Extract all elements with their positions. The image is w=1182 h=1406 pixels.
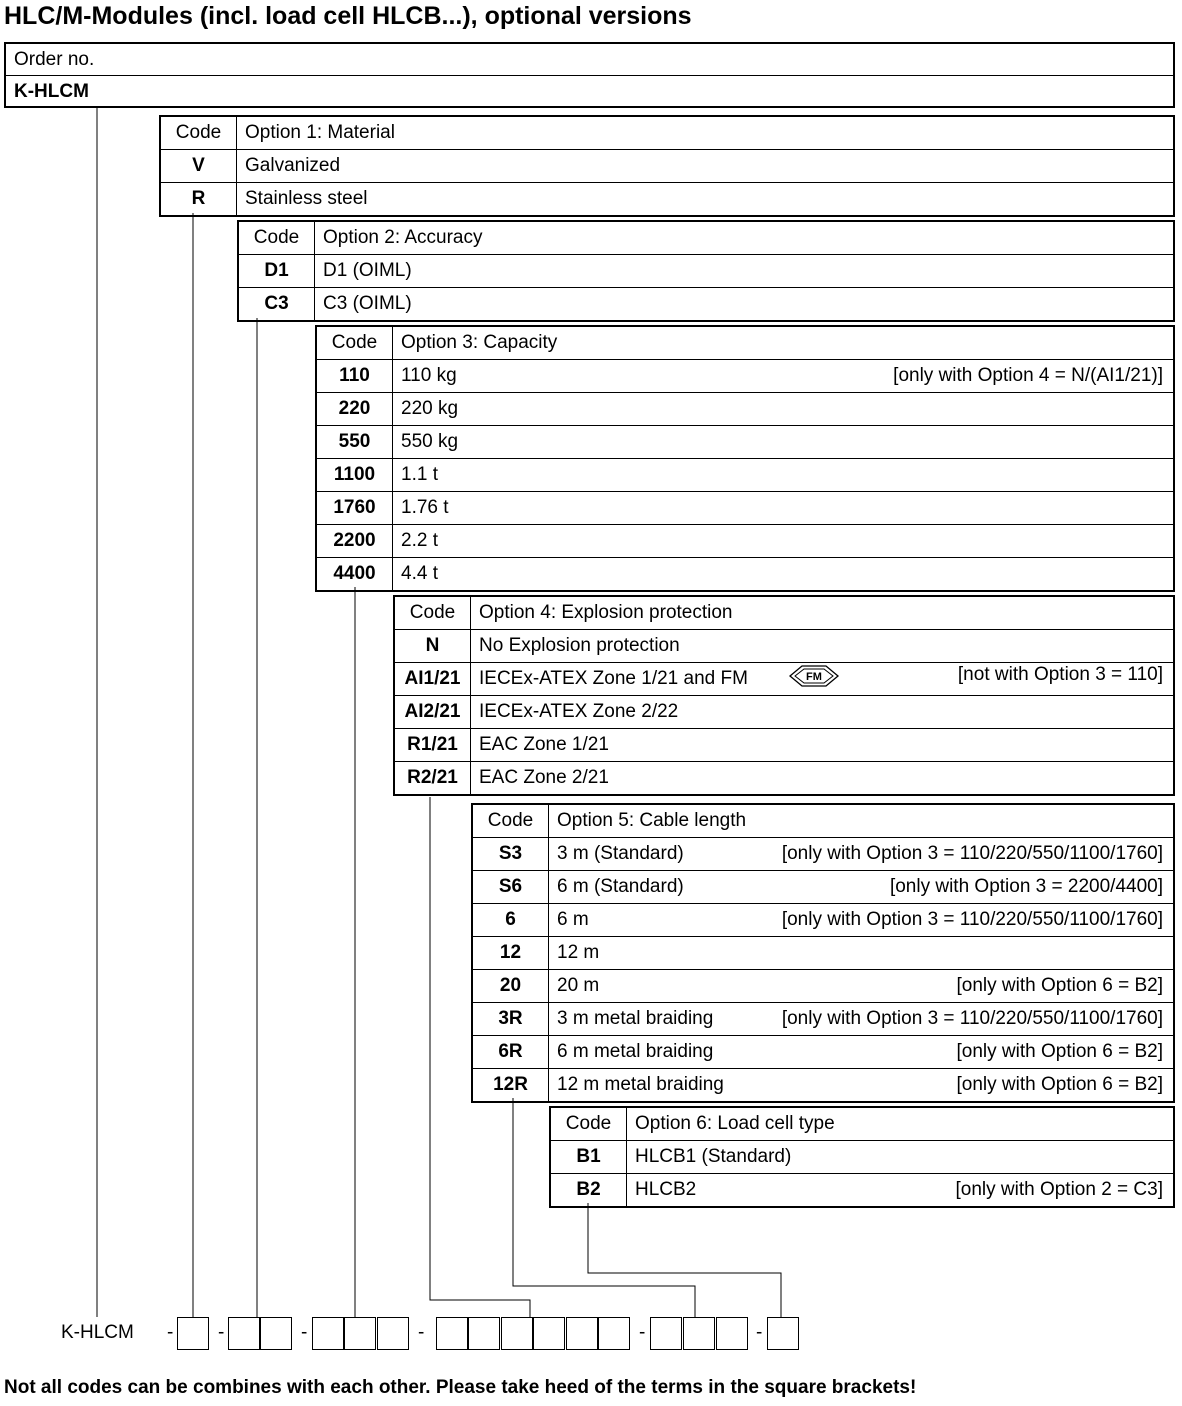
code-header: Code (394, 596, 471, 630)
option-code: AI1/21 (394, 663, 471, 696)
option-description: No Explosion protection (479, 635, 680, 656)
option-code: R2/21 (394, 762, 471, 796)
option-description: HLCB2 (635, 1179, 697, 1200)
option-description: 220 kg (401, 398, 459, 419)
option-code: 20 (472, 970, 549, 1003)
option-title: Option 1: Material (237, 116, 1175, 150)
option-description: HLCB1 (Standard) (635, 1146, 792, 1167)
option-description: C3 (OIML) (323, 293, 412, 314)
option-code: 1100 (316, 459, 393, 492)
code-separator: - (167, 1322, 174, 1343)
code-box-option-2[interactable] (260, 1317, 292, 1350)
option-description: 6 m metal braiding (557, 1041, 714, 1062)
code-box-option-1[interactable] (177, 1317, 209, 1350)
restriction-note: [only with Option 3 = 110/220/550/1100/1760] (781, 1008, 1163, 1029)
option-description: 1.1 t (401, 464, 438, 485)
option-description: 12 m metal braiding (557, 1074, 724, 1095)
option-description: 6 m (557, 909, 589, 930)
code-box-option-5[interactable] (650, 1317, 682, 1350)
restriction-note: [not with Option 3 = 110] (957, 664, 1163, 685)
option-code: 1760 (316, 492, 393, 525)
code-box-option-4[interactable] (598, 1317, 630, 1350)
option-description: 20 m (557, 975, 600, 996)
code-box-option-4[interactable] (468, 1317, 500, 1350)
code-box-option-2[interactable] (228, 1317, 260, 1350)
restriction-note: [only with Option 6 = B2] (956, 975, 1163, 996)
option-description: 3 m metal braiding (557, 1008, 714, 1029)
option-code: B2 (550, 1174, 627, 1208)
footnote: Not all codes can be combines with each other. Please take heed of the terms in the square brackets! (4, 1377, 917, 1398)
option-code: N (394, 630, 471, 663)
option-code: 4400 (316, 558, 393, 592)
option-code: R (160, 183, 237, 217)
option-code: 220 (316, 393, 393, 426)
page-title: HLC/M-Modules (incl. load cell HLCB...), optional versions (4, 2, 692, 30)
option-code: S6 (472, 871, 549, 904)
option-description: Galvanized (245, 155, 341, 176)
restriction-note: [only with Option 3 = 110/220/550/1100/1760] (781, 909, 1163, 930)
code-header: Code (550, 1107, 627, 1141)
code-header: Code (472, 804, 549, 838)
restriction-note: [only with Option 3 = 110/220/550/1100/1760] (781, 843, 1163, 864)
option-description: IECEx-ATEX Zone 2/22 (479, 701, 679, 722)
option-description: EAC Zone 2/21 (479, 767, 609, 788)
option-code: 12R (472, 1069, 549, 1103)
option-description: D1 (OIML) (323, 260, 412, 281)
option-code: 3R (472, 1003, 549, 1036)
option-description: 550 kg (401, 431, 459, 452)
code-box-option-6[interactable] (767, 1317, 799, 1350)
option-code: 550 (316, 426, 393, 459)
summary-prefix: K-HLCM (61, 1322, 134, 1343)
option-description: 110 kg (401, 365, 457, 386)
code-box-option-3[interactable] (377, 1317, 409, 1350)
code-separator: - (639, 1322, 646, 1343)
code-header: Code (316, 326, 393, 360)
code-box-option-3[interactable] (344, 1317, 376, 1350)
code-box-option-4[interactable] (501, 1317, 533, 1350)
option-code: 12 (472, 937, 549, 970)
option-code: D1 (238, 255, 315, 288)
restriction-note: [only with Option 3 = 2200/4400] (889, 876, 1163, 897)
option-code: 6R (472, 1036, 549, 1069)
code-separator: - (756, 1322, 763, 1343)
option-code: C3 (238, 288, 315, 322)
option-description: 4.4 t (401, 563, 438, 584)
option-code: R1/21 (394, 729, 471, 762)
option-description: 12 m (557, 942, 600, 963)
code-header: Code (238, 221, 315, 255)
option-title: Option 5: Cable length (549, 804, 1175, 838)
option-description: EAC Zone 1/21 (479, 734, 609, 755)
option-title: Option 2: Accuracy (315, 221, 1175, 255)
code-separator: - (301, 1322, 308, 1343)
order-number-value: K-HLCM (14, 81, 89, 102)
option-description: 3 m (Standard) (557, 843, 684, 864)
option-description: 1.76 t (401, 497, 449, 518)
code-box-option-5[interactable] (716, 1317, 748, 1350)
code-box-option-3[interactable] (312, 1317, 344, 1350)
option-description: 2.2 t (401, 530, 438, 551)
code-box-option-5[interactable] (683, 1317, 715, 1350)
option-code: V (160, 150, 237, 183)
option-description: 6 m (Standard) (557, 876, 684, 897)
option-code: S3 (472, 838, 549, 871)
option-title: Option 3: Capacity (393, 326, 1175, 360)
restriction-note: [only with Option 6 = B2] (956, 1074, 1163, 1095)
code-box-option-4[interactable] (566, 1317, 598, 1350)
option-description: Stainless steel (245, 188, 368, 209)
restriction-note: [only with Option 6 = B2] (956, 1041, 1163, 1062)
code-separator: - (418, 1322, 425, 1343)
option-title: Option 4: Explosion protection (471, 596, 1175, 630)
option-code: AI2/21 (394, 696, 471, 729)
option-title: Option 6: Load cell type (627, 1107, 1175, 1141)
restriction-note: [only with Option 4 = N/(AI1/21)] (893, 365, 1163, 386)
order-number-label: Order no. (6, 44, 1173, 76)
code-separator: - (218, 1322, 225, 1343)
fm-badge-text: FM (805, 671, 822, 683)
restriction-note: [only with Option 2 = C3] (955, 1179, 1163, 1200)
code-header: Code (160, 116, 237, 150)
option-code: B1 (550, 1141, 627, 1174)
option-code: 2200 (316, 525, 393, 558)
code-box-option-4[interactable] (533, 1317, 565, 1350)
option-code: 110 (316, 360, 393, 393)
option-description: IECEx-ATEX Zone 1/21 and FM (479, 668, 748, 690)
code-box-option-4[interactable] (436, 1317, 468, 1350)
option-code: 6 (472, 904, 549, 937)
